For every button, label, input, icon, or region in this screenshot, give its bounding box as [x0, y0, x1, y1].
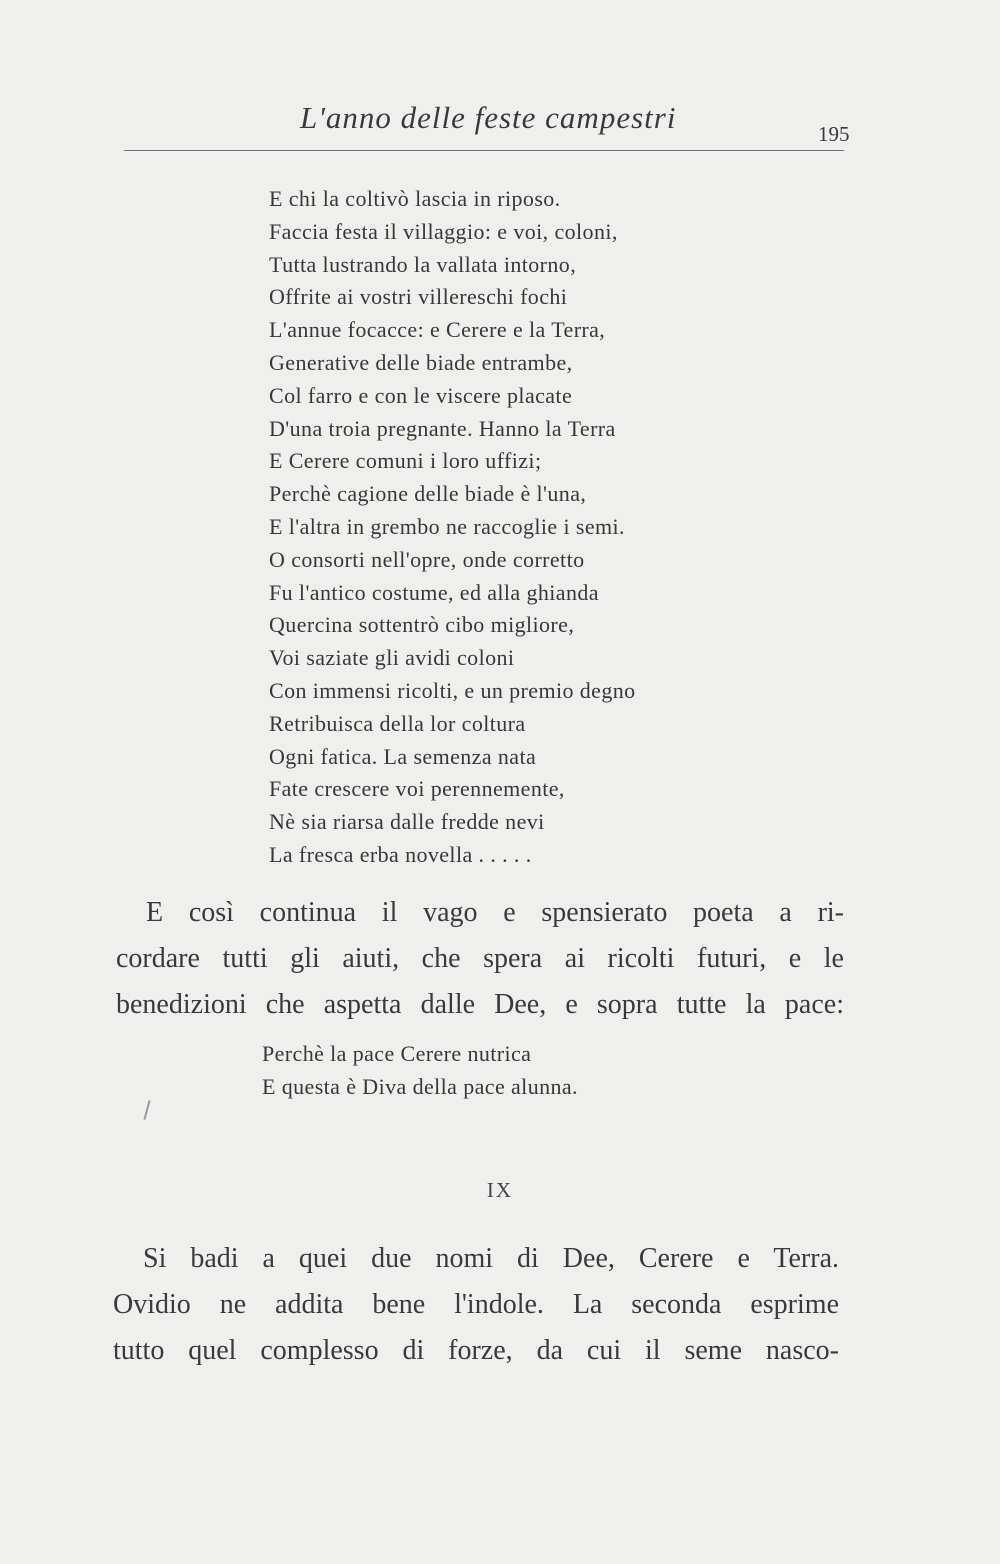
prose-line: cordare tutti gli aiuti, che spera ai ricolti futuri, e le [116, 943, 844, 974]
prose-line: E così continua il vago e spensierato poeta a ri- [146, 897, 844, 928]
verse-line: Fu l'antico costume, ed alla ghianda [269, 579, 599, 605]
verse-quotation-2 [262, 1038, 762, 1104]
verse-line: Ogni fatica. La semenza nata [269, 743, 537, 769]
prose-line: benedizioni che aspetta dalle Dee, e sopra tutte la pace: [116, 989, 844, 1020]
verse-line: La fresca erba novella . . . . . [269, 841, 532, 867]
prose-line: tutto quel complesso di forze, da cui il seme nasco- [113, 1335, 839, 1366]
verse-line: Offrite ai vostri villereschi fochi [269, 284, 568, 310]
prose-paragraph-1 [116, 890, 844, 1028]
verse-line: E l'altra in grembo ne raccoglie i semi. [269, 513, 625, 539]
verse-line: Generative delle biade entrambe, [269, 349, 573, 375]
stray-ink-mark [143, 1100, 150, 1120]
verse-line: Perchè la pace Cerere nutrica [262, 1041, 532, 1066]
verse-line: Con immensi ricolti, e un premio degno [269, 677, 636, 703]
verse-line: Tutta lustrando la vallata intorno, [269, 251, 577, 277]
verse-line: Quercina sottentrò cibo migliore, [269, 612, 575, 638]
verse-line: E questa è Diva della pace alunna. [262, 1073, 578, 1099]
verse-line: Nè sia riarsa dalle fredde nevi [269, 809, 545, 835]
verse-line: Fate crescere voi perennemente, [269, 776, 565, 802]
verse-line: Faccia festa il villaggio: e voi, coloni, [269, 218, 618, 244]
running-title: L'anno delle feste campestri [300, 100, 677, 135]
verse-line: L'annue focacce: e Cerere e la Terra, [269, 317, 606, 343]
header-rule [124, 150, 844, 151]
verse-line: Voi saziate gli avidi coloni [269, 645, 515, 671]
verse-line: E chi la coltivò lascia in riposo. [269, 186, 561, 211]
verse-line: Perchè cagione delle biade è l'una, [269, 481, 587, 507]
prose-line: Ovidio ne addita bene l'indole. La seconda esprime [113, 1289, 839, 1320]
verse-line: O consorti nell'opre, onde corretto [269, 546, 585, 572]
prose-line: Si badi a quei due nomi di Dee, Cerere e Terra. [143, 1243, 839, 1274]
verse-line: Col farro e con le viscere placate [269, 382, 573, 408]
verse-quotation-1 [269, 183, 829, 872]
verse-line: E Cerere comuni i loro uffizi; [269, 448, 542, 474]
section-number: IX [486, 1178, 514, 1202]
prose-paragraph-2 [113, 1236, 839, 1374]
verse-line: Retribuisca della lor coltura [269, 710, 526, 736]
page-number: 195 [818, 122, 850, 146]
verse-line: D'una troia pregnante. Hanno la Terra [269, 415, 616, 441]
